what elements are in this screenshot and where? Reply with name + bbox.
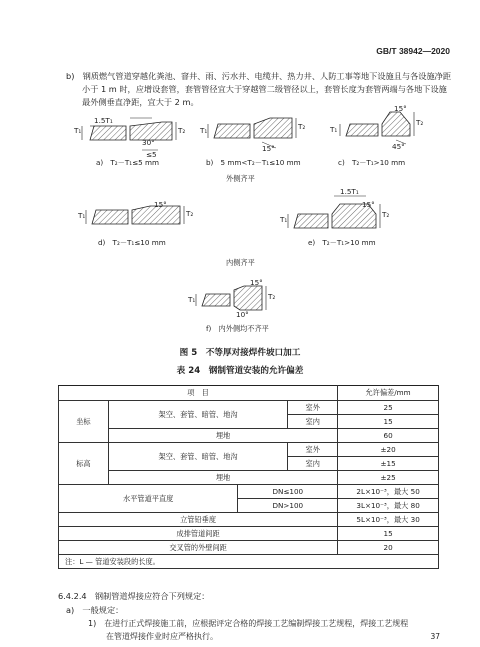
val-cross: 20 (338, 541, 439, 555)
group-biaogao: 标高 (59, 443, 109, 485)
dim-e-1-5t1: 1.5T₁ (340, 187, 359, 196)
table-row (59, 443, 439, 457)
dim-a-1-5t1: 1.5T₁ (94, 116, 113, 125)
section-heading: 6.4.2.4 钢制管道焊接应符合下列规定： (58, 591, 210, 601)
group-label-outer: 外侧齐平 (226, 174, 255, 183)
dim-a-30: 30° (142, 138, 155, 147)
vertical-label: 立管铅垂度 (59, 513, 338, 527)
table-row (59, 429, 439, 443)
section-item-a: a) 一般规定： (66, 605, 124, 615)
val-row-pipe: 15 (338, 527, 439, 541)
figure-5b (208, 118, 296, 148)
dim-c-45: 45° (392, 142, 405, 151)
buried-bg: 埋地 (108, 471, 337, 485)
dim-e-t2: T₂ (382, 210, 390, 219)
label-5f: f) 内外侧均不齐平 (206, 324, 269, 333)
dim-f-t1: T₁ (188, 295, 196, 304)
dim-c-t1: T₁ (330, 125, 338, 134)
buried-zb: 埋地 (108, 429, 337, 443)
dim-c-15: 15° (394, 104, 407, 113)
table-note: 注：L — 管道安装段的长度。 (59, 555, 439, 569)
label-5d: d) T₂－T₁≤10 mm (98, 238, 166, 247)
header-item: 项 目 (59, 386, 338, 401)
overhead-bg: 架空、套管、暗管、地沟 (108, 443, 287, 471)
val-h-le100: 2L×10⁻³，最大 50 (338, 485, 439, 499)
figure-5c (340, 112, 414, 144)
val-bg-out: ±20 (338, 443, 439, 457)
dim-f-t2: T₂ (268, 292, 276, 301)
section-item-a1-line1: 1) 在进行正式焊接施工前，应根据评定合格的焊接工艺编制焊接工艺规程，焊接工艺规程 (88, 619, 409, 628)
table-row (59, 541, 439, 555)
dim-c-t2: T₂ (416, 118, 424, 127)
group-zuobiao: 坐标 (59, 401, 109, 443)
indoor-bg: 室内 (288, 457, 338, 471)
group-label-inner: 内侧齐平 (226, 258, 255, 267)
table-row (59, 527, 439, 541)
dn-gt100: DN>100 (238, 499, 338, 513)
dim-a-t1: T₁ (74, 126, 82, 135)
val-bg-in: ±15 (338, 457, 439, 471)
outdoor-zb: 室外 (288, 401, 338, 415)
dim-d-t2: T₂ (186, 209, 194, 218)
dim-d-15: 15° (154, 200, 167, 209)
cross-label: 交叉管的外壁间距 (59, 541, 338, 555)
figure-5-caption: 图 5 不等厚对接焊件坡口加工 (179, 348, 301, 358)
dim-d-t1: T₁ (78, 211, 86, 220)
section-item-a1-line2: 在管道焊接作业时应严格执行。 (106, 632, 218, 641)
val-bg-buried: ±25 (338, 471, 439, 485)
dim-e-t1: T₁ (280, 215, 288, 224)
table-row (59, 513, 439, 527)
dim-e-15: 15° (362, 200, 375, 209)
dim-f-10: 10° (236, 310, 249, 319)
table-row (59, 401, 439, 415)
val-zb-out: 25 (338, 401, 439, 415)
dim-b-t1: T₁ (200, 126, 208, 135)
outdoor-bg: 室外 (288, 443, 338, 457)
label-5c: c) T₂－T₁>10 mm (338, 158, 406, 167)
val-h-gt100: 3L×10⁻³，最大 80 (338, 499, 439, 513)
dim-b-t2: T₂ (298, 122, 306, 131)
table-row (59, 471, 439, 485)
dim-a-le5: ≤5 (146, 150, 157, 159)
table-24-caption: 表 24 钢制管道安装的允许偏差 (176, 366, 304, 376)
label-5b: b) 5 mm<T₂－T₁≤10 mm (206, 158, 301, 167)
figure-5d (86, 206, 184, 224)
header-allow: 允许偏差/mm (338, 386, 439, 401)
val-zb-buried: 60 (338, 429, 439, 443)
dim-b-15: 15° (262, 144, 275, 153)
figure-5f (196, 286, 266, 310)
horizontal-label: 水平管道平直度 (59, 485, 238, 513)
overhead-zb: 架空、套管、暗管、地沟 (108, 401, 287, 429)
val-vertical: 5L×10⁻³，最大 30 (338, 513, 439, 527)
table-24 (58, 385, 439, 569)
table-note-row (59, 555, 439, 569)
label-5e: e) T₂－T₁>10 mm (308, 238, 376, 247)
dn-le100: DN≤100 (238, 485, 338, 499)
page-number: 37 (430, 632, 440, 641)
standard-number: GB/T 38942—2020 (376, 46, 450, 56)
indoor-zb: 室内 (288, 415, 338, 429)
dim-f-15: 15° (250, 278, 263, 287)
intro-paragraph-b: b) 钢质燃气管道穿越化粪池、窨井、雨、污水井、电缆井、热力井、人防工事等地下设施且与各设施净距小于 1 m 时，应增设套管，套管管径宜大于穿越管二级管径以上，套管长度为套管两端与各地下设施最外侧垂直净距，宜大于 2 m。 (66, 71, 452, 107)
table-header-row (59, 386, 439, 401)
val-zb-in: 15 (338, 415, 439, 429)
table-row (59, 485, 439, 499)
row-pipe-label: 成排管道间距 (59, 527, 338, 541)
label-5a: a) T₂－T₁≤5 mm (96, 158, 160, 167)
dim-a-t2: T₂ (178, 126, 186, 135)
